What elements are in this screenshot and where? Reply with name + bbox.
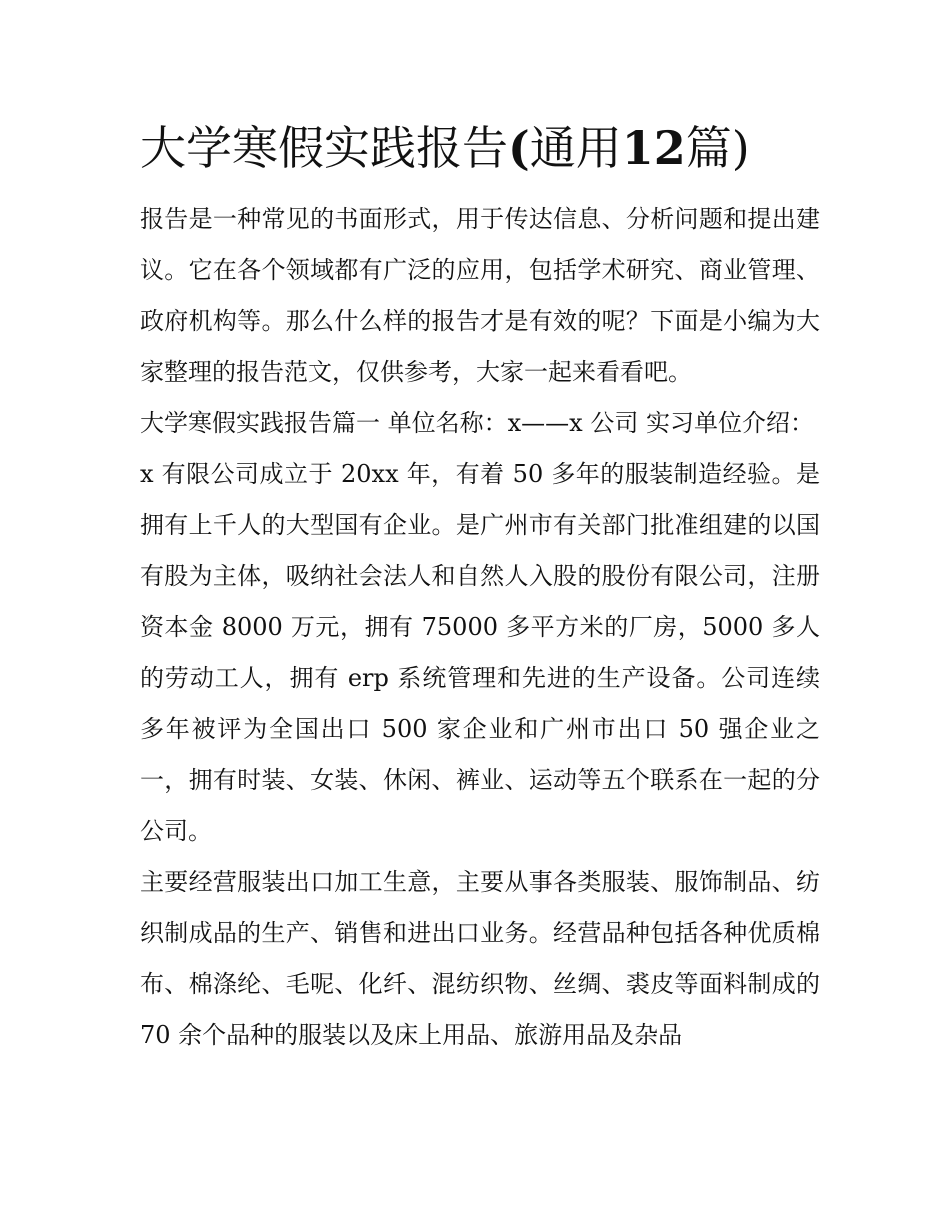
title-main: 大学寒假实践报告 [140, 121, 508, 175]
title-paren-open: ( [508, 121, 530, 175]
title-number: 12 [621, 121, 686, 175]
document-body [140, 194, 820, 1061]
title-end: 篇) [685, 121, 750, 175]
title-general: 通用 [529, 121, 622, 175]
intro-paragraph: 报告是一种常见的书面形式，用于传达信息、分析问题和提出建议。它在各个领域都有广泛的应用，包括学术研究、商业管理、政府机构等。那么什么样的报告才是有效的呢？下面是小编为大家整理的报告范文，仅供参考，大家一起来看看吧。 [140, 205, 820, 386]
business-paragraph: 主要经营服装出口加工生意，主要从事各类服装、服饰制品、纺织制成品的生产、销售和进出口业务。经营品种包括各种优质棉布、棉涤纶、毛呢、化纤、混纺织物、丝绸、裘皮等面料制成的 70 余个品种的服装以及床上用品、旅游用品及杂品 [140, 868, 820, 1049]
company-intro-paragraph: x 有限公司成立于 20xx 年，有着 50 多年的服装制造经验。是拥有上千人的大型国有企业。是广州市有关部门批准组建的以国有股为主体，吸纳社会法人和自然人入股的股份有限公司，注册资本金 8000 万元，拥有 75000 多平方米的厂房，5000 多人的劳动工人，拥有 erp 系统管理和先进的生产设备。公司连续多年被评为全国出口 500 家企业和广州市出口 50 强企业之一，拥有时装、女装、休闲、裤业、运动等五个联系在一起的分公司。 [140, 460, 820, 845]
section-heading-paragraph: 大学寒假实践报告篇一 单位名称：x——x 公司 实习单位介绍： [140, 409, 814, 437]
document-title [140, 112, 840, 184]
